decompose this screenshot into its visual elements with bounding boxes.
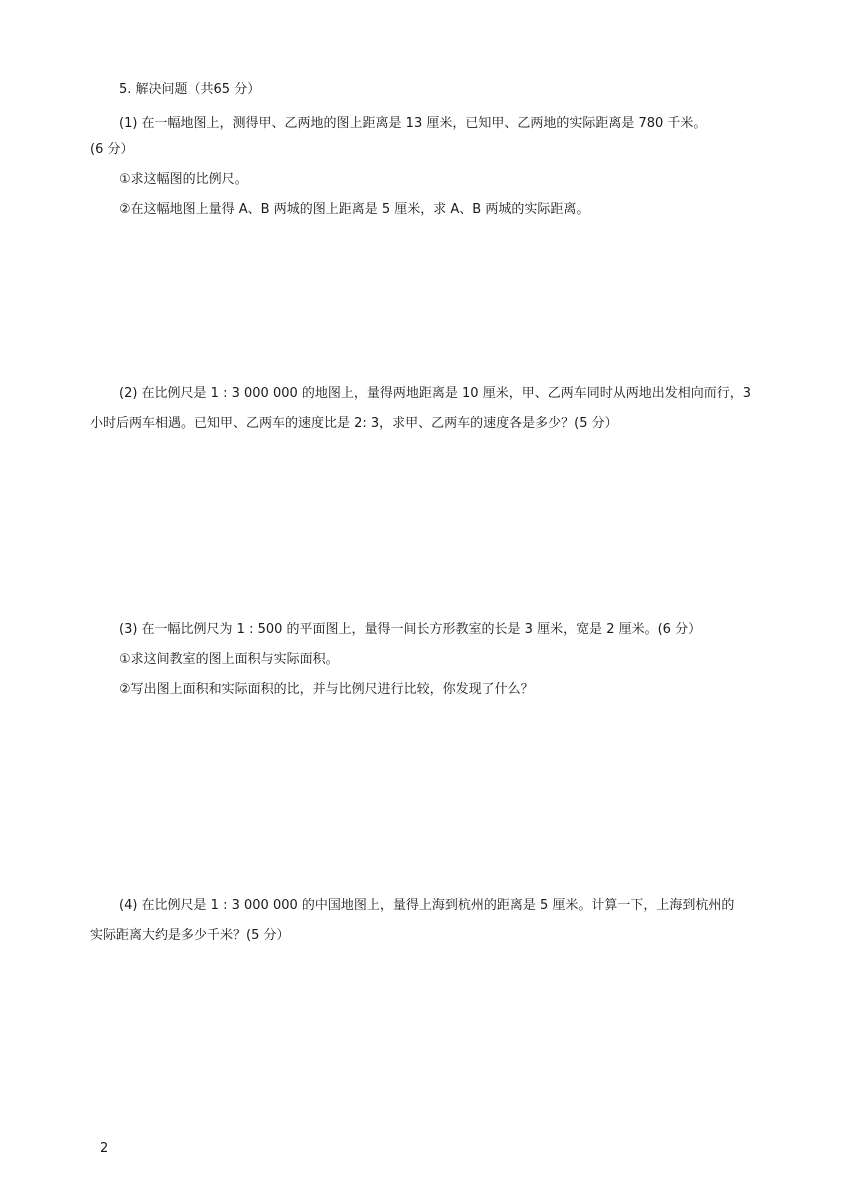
- question-subitem: ①求这幅图的比例尺。: [119, 172, 248, 187]
- section-heading: 5. 解决问题（共65 分）: [119, 82, 261, 97]
- question-text-line: 实际距离大约是多少千米？(5 分）: [90, 928, 290, 943]
- page-number: 2: [100, 1141, 109, 1156]
- question-subitem: ①求这间教室的图上面积与实际面积。: [119, 652, 339, 667]
- question-subitem: ②在这幅地图上量得 A、B 两城的图上距离是 5 厘米，求 A、B 两城的实际距离。: [119, 202, 590, 217]
- question-subitem: ②写出图上面积和实际面积的比，并与比例尺进行比较，你发现了什么？: [119, 682, 534, 697]
- question-text-line: 小时后两车相遇。已知甲、乙两车的速度比是 2: 3，求甲、乙两车的速度各是多少？(5 分）: [90, 416, 618, 431]
- question-text-line: (4) 在比例尺是 1 : 3 000 000 的中国地图上，量得上海到杭州的距离是 5 厘米。计算一下，上海到杭州的: [119, 898, 735, 913]
- question-text-line: (6 分）: [90, 142, 134, 157]
- question-text-line: (2) 在比例尺是 1 : 3 000 000 的地图上，量得两地距离是 10 厘米，甲、乙两车同时从两地出发相向而行，3: [119, 386, 751, 401]
- question-text-line: (1) 在一幅地图上，测得甲、乙两地的图上距离是 13 厘米，已知甲、乙两地的实际距离是 780 千米。: [119, 116, 707, 131]
- question-text-line: (3) 在一幅比例尺为 1 : 500 的平面图上，量得一间长方形教室的长是 3 厘米，宽是 2 厘米。(6 分）: [119, 622, 702, 637]
